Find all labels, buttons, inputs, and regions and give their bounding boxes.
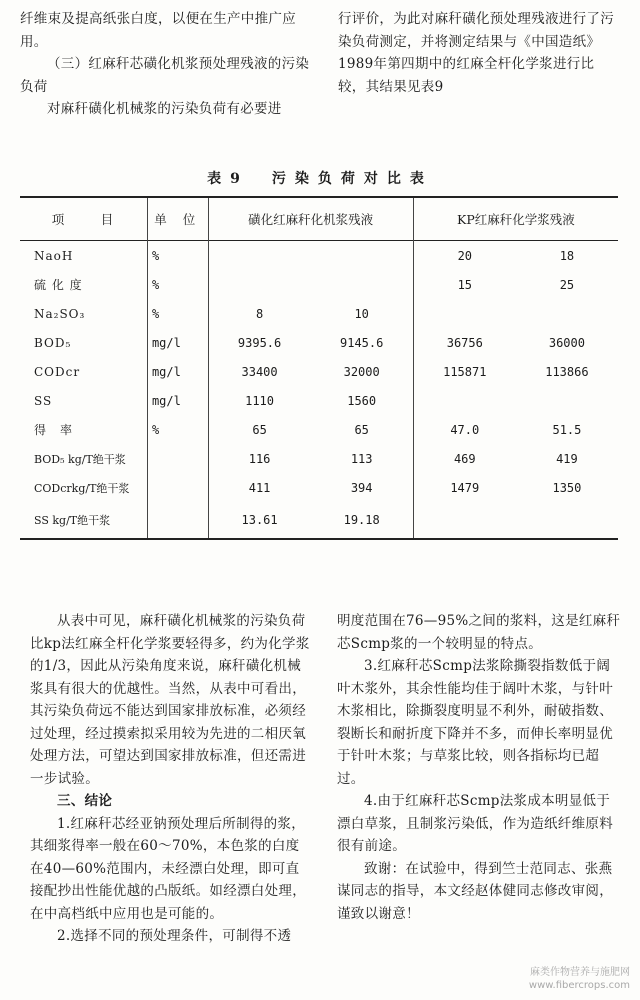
cell-scmp-2: 19.18 — [343, 513, 380, 527]
cell-scmp-2: 65 — [354, 422, 369, 437]
cell-kp-1 — [413, 502, 516, 539]
cell-unit: mg/l — [147, 386, 208, 415]
table-caption: 表9 污染负荷对比表 — [207, 171, 433, 187]
cell-kp-1: 36756 — [413, 328, 516, 357]
cell-kp-2 — [516, 299, 618, 328]
cell-scmp-1 — [208, 270, 311, 299]
pollution-load-table — [20, 196, 618, 540]
watermark — [529, 966, 630, 992]
cell-kp-2: 51.5 — [552, 422, 582, 437]
cell-unit — [147, 502, 208, 539]
cell-kp-2: 18 — [559, 248, 575, 263]
cell-item: SS kg/T绝干浆 — [34, 514, 111, 527]
bottom-right-column — [337, 610, 622, 925]
paragraph: 1.红麻秆芯经亚钠预处理后所制得的浆，其细浆得率一般在60～70%，本色浆的白度在40—60%范围内，未经漂白处理，即可直接配抄出性能优越的凸版纸。如经漂白处理，在中高档纸中应用也是可能的。 — [30, 815, 306, 922]
paragraph: 2.选择不同的预处理条件，可制得不透 — [57, 928, 292, 944]
cell-scmp-1: 411 — [248, 480, 271, 495]
cell-scmp-2: 1560 — [347, 393, 377, 408]
table-row — [20, 386, 618, 415]
header-group-kp: KP红麻秆化学浆残液 — [413, 197, 618, 241]
cell-scmp-1: 33400 — [241, 364, 278, 379]
cell-item: CODcrkg/T绝干浆 — [34, 481, 130, 495]
paragraph: 从表中可见，麻秆磺化机械浆的污染负荷比kp法红麻全杆化学浆要轻得多，约为化学浆的1/3，因此从污染角度来说，麻秆磺化机械浆具有很大的优越性。当然，从表中可看出，其污染负荷远不能达到国家排放标准，必须经过处理，经过摸索拟采用较为先进的二相厌氧处理方法，可望达到国家排放标准，但还需进一步试验。 — [30, 613, 310, 787]
cell-item: NaoH — [34, 248, 74, 263]
paragraph: 4.由于红麻秆芯Scmp法浆成本明显低于漂白草浆，且制浆污染低，作为造纸纤维原料很有前途。 — [337, 793, 613, 854]
table-row — [20, 444, 618, 473]
cell-kp-1: 47.0 — [413, 415, 516, 444]
header-group-scmp: 磺化红麻秆化机浆残液 — [248, 212, 374, 227]
cell-kp-2: 36000 — [548, 335, 585, 350]
cell-kp-1 — [413, 299, 516, 328]
cell-scmp-1: 65 — [252, 422, 267, 437]
table-row — [20, 473, 618, 502]
cell-item: BOD₅ kg/T绝干浆 — [34, 452, 126, 466]
cell-kp-2: 419 — [556, 451, 578, 466]
cell-kp-1: 20 — [413, 241, 516, 271]
header-item: 项 目 — [51, 212, 126, 227]
cell-unit: mg/l — [147, 328, 208, 357]
cell-scmp-2 — [311, 270, 414, 299]
table-header-row — [20, 197, 618, 241]
cell-item: 得 率 — [34, 423, 74, 437]
table-row — [20, 328, 618, 357]
paragraph: 纤维束及提高纸张白度，以便在生产中推广应用。 — [20, 11, 296, 50]
table-row — [20, 415, 618, 444]
cell-scmp-2: 9145.6 — [340, 335, 384, 350]
cell-item: 硫 化 度 — [34, 278, 83, 292]
cell-unit: % — [147, 415, 208, 444]
cell-unit: % — [147, 270, 208, 299]
bottom-left-column — [30, 610, 310, 948]
cell-scmp-2 — [311, 241, 414, 271]
header-unit: 单 位 — [147, 197, 208, 241]
table-row — [20, 357, 618, 386]
cell-scmp-1: 1110 — [245, 393, 275, 408]
cell-item: BOD₅ — [34, 335, 72, 350]
cell-kp-2 — [516, 386, 618, 415]
cell-unit: % — [147, 241, 208, 271]
cell-item: Na₂SO₃ — [34, 306, 86, 321]
table-row — [20, 241, 618, 271]
cell-scmp-1: 13.61 — [241, 513, 278, 527]
cell-kp-1: 469 — [413, 444, 516, 473]
paragraph: 3.红麻秆芯Scmp法浆除撕裂指数低于阔叶木浆外，其余性能均佳于阔叶木浆，与针叶木浆相比，除撕裂度明显不利外，耐破指数、裂断长和耐折度下降并不多，而伸长率明显优于针叶木浆；与草浆比较，则各指标均已超过。 — [337, 658, 613, 787]
cell-scmp-2: 394 — [350, 480, 373, 495]
table-row — [20, 502, 618, 539]
cell-scmp-1: 116 — [248, 451, 271, 466]
cell-unit: % — [147, 299, 208, 328]
cell-kp-2 — [516, 502, 618, 539]
table-body — [20, 241, 618, 540]
cell-kp-1 — [413, 386, 516, 415]
top-right-column — [338, 8, 620, 98]
watermark-url: www.fibercrops.com — [528, 980, 630, 991]
cell-scmp-2: 113 — [350, 451, 373, 466]
section-heading: 三、结论 — [57, 793, 113, 809]
cell-scmp-1: 9395.6 — [237, 335, 282, 350]
cell-scmp-1 — [208, 241, 311, 271]
table-row — [20, 270, 618, 299]
cell-kp-1: 115871 — [413, 357, 516, 386]
top-left-column — [20, 8, 312, 121]
cell-kp-2: 25 — [559, 277, 575, 292]
cell-kp-2: 113866 — [545, 364, 589, 379]
cell-scmp-1: 8 — [255, 306, 264, 321]
cell-item: CODcr — [34, 364, 81, 379]
cell-kp-1: 1479 — [413, 473, 516, 502]
paragraph: 对麻秆磺化机械浆的污染负荷有必要进 — [47, 101, 282, 117]
paragraph: 致谢：在试验中，得到竺士范同志、张燕谋同志的指导，本文经赵体健同志修改审阅，谨致以谢意！ — [337, 860, 613, 922]
cell-unit — [147, 444, 208, 473]
section-heading: （三）红麻秆芯磺化机浆预处理残液的污染负荷 — [20, 56, 310, 95]
watermark-line: 麻类作物营养与施肥网 — [530, 967, 630, 978]
cell-scmp-2: 10 — [354, 306, 369, 321]
cell-kp-1: 15 — [413, 270, 516, 299]
cell-unit — [147, 473, 208, 502]
cell-scmp-2: 32000 — [343, 364, 380, 379]
paragraph: 明度范围在76—95%之间的浆料，这是红麻秆芯Scmp浆的一个较明显的特点。 — [337, 613, 621, 652]
cell-item: SS — [34, 393, 53, 408]
paragraph: 行评价，为此对麻秆磺化预处理残液进行了污染负荷测定，并将测定结果与《中国造纸》1989年第四期中的红麻全杆化学浆进行比较，其结果见表9 — [338, 11, 614, 95]
cell-kp-2: 1350 — [552, 480, 582, 495]
table-row — [20, 299, 618, 328]
cell-unit: mg/l — [147, 357, 208, 386]
